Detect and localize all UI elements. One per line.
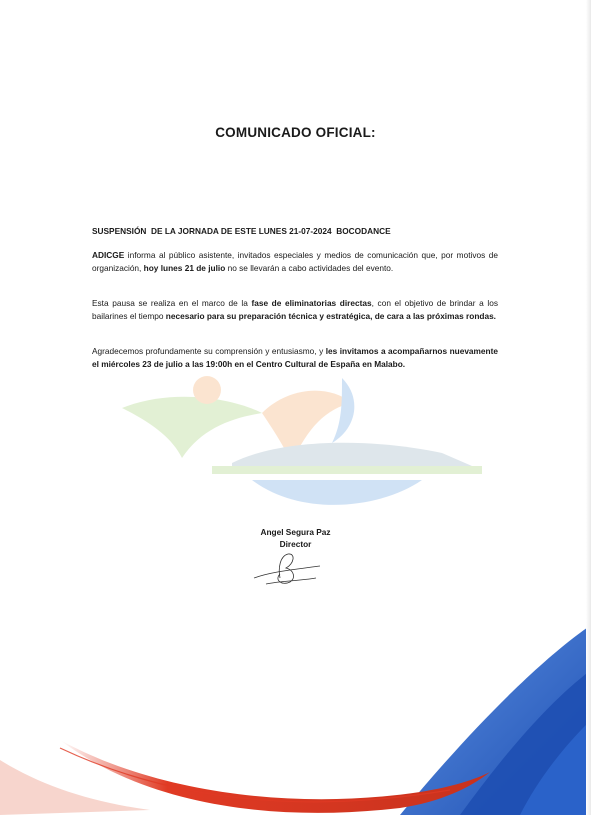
paragraph-text: Agradecemos profundamente su comprensión y entusiasmo, y bbox=[92, 346, 326, 356]
paragraph-text: , con el objetivo de brindar a los bailarines el tiempo bbox=[92, 298, 498, 321]
paragraph-text: Esta pausa se realiza en el marco de la bbox=[92, 298, 252, 308]
highlight-invitation: les invitamos a acompañarnos nuevamente el miércoles 23 de julio a las 19:00h en el Centro Cultural de España en Malabo. bbox=[92, 346, 498, 369]
signature-block bbox=[0, 526, 591, 550]
highlight-date: hoy lunes 21 de julio bbox=[143, 262, 226, 273]
signer-role: Director bbox=[279, 539, 312, 549]
footer-wave-decoration bbox=[0, 610, 591, 815]
paragraph-invitation bbox=[92, 345, 498, 370]
document-title: COMUNICADO OFICIAL: bbox=[215, 125, 376, 140]
page-edge-shadow bbox=[586, 0, 591, 815]
handwritten-signature-icon bbox=[250, 548, 328, 588]
subject-line: SUSPENSIÓN DE LA JORNADA DE ESTE LUNES 21-07-2024 BOCODANCE bbox=[92, 226, 391, 236]
paragraph-text: no se llevarán a cabo actividades del evento. bbox=[225, 262, 394, 273]
highlight-phase: fase de eliminatorias directas bbox=[251, 298, 372, 308]
paragraph-reason bbox=[92, 297, 498, 322]
paragraph-text: informa al público asistente, invitados especiales y medios de comunicación que, por motivos de organización, bbox=[92, 250, 498, 273]
paragraph-announcement bbox=[92, 249, 498, 274]
signer-name: Angel Segura Paz bbox=[260, 527, 331, 537]
organization-name: ADICGE bbox=[92, 250, 125, 260]
highlight-preparation: necesario para su preparación técnica y estratégica, de cara a las próximas rondas. bbox=[165, 310, 496, 321]
event-logo-watermark-icon bbox=[112, 368, 492, 518]
